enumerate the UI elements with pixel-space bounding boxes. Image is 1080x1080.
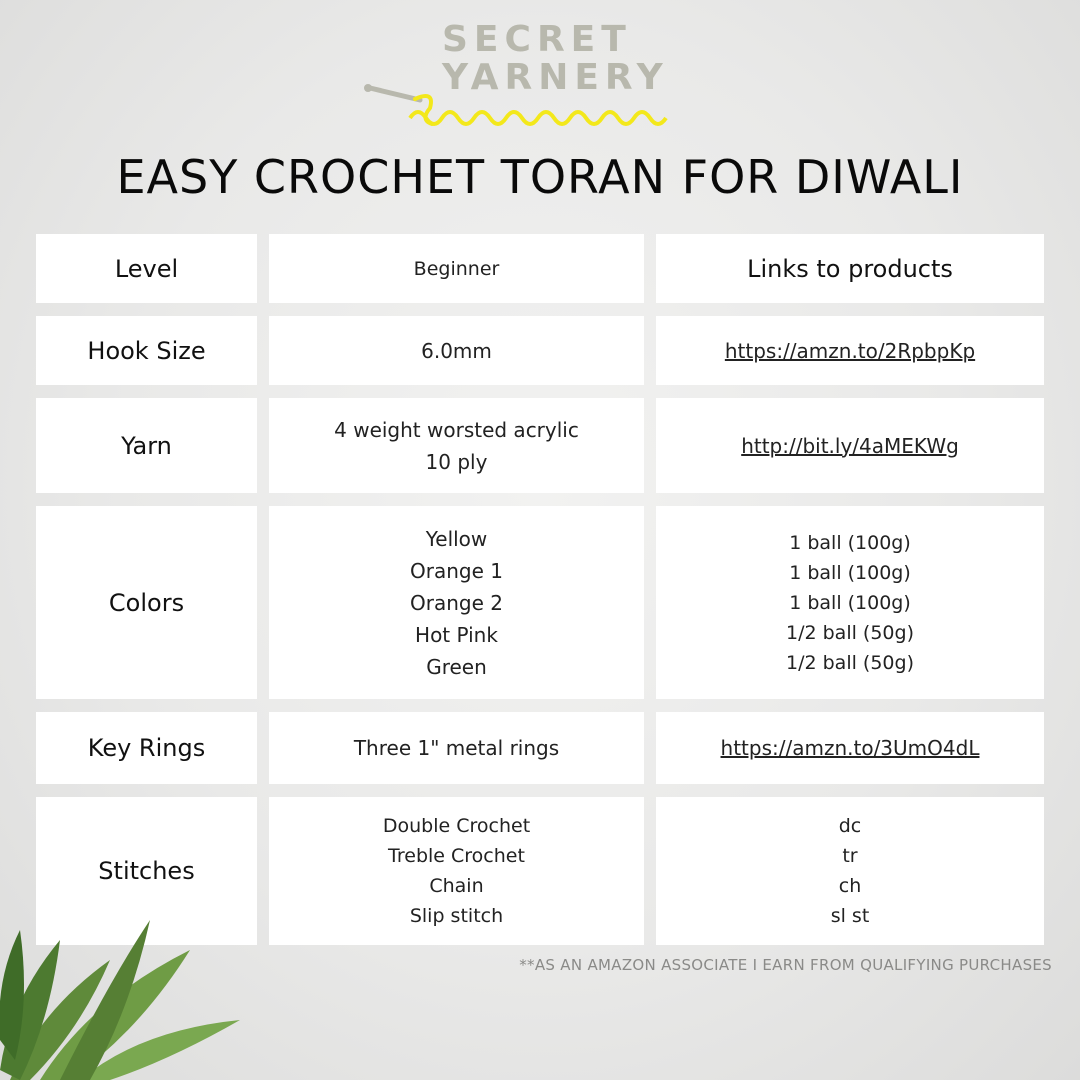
page-title: EASY CROCHET TORAN FOR DIWALI <box>116 150 964 204</box>
link-cell-hook-size <box>656 316 1044 385</box>
label-cell-colors <box>36 506 257 699</box>
stitch-item: Treble Crochet <box>388 845 525 867</box>
yarn-product-link[interactable]: http://bit.ly/4aMEKWg <box>741 433 959 458</box>
quantity-cell-colors <box>656 506 1044 699</box>
value-cell-key-rings <box>269 712 644 784</box>
row-label: Colors <box>108 588 185 617</box>
label-cell-level <box>36 234 257 303</box>
stitch-abbrev: dc <box>838 815 862 837</box>
quantity-item: 1 ball (100g) <box>789 531 911 554</box>
quantity-item: 1/2 ball (50g) <box>786 651 914 674</box>
logo-text-line2: YARNERY <box>442 57 669 98</box>
plant-leaves-icon <box>0 920 260 1080</box>
row-value: Three 1" metal rings <box>353 736 560 760</box>
color-item: Hot Pink <box>415 622 498 647</box>
row-label: Stitches <box>98 857 195 885</box>
header-cell-links <box>656 234 1044 303</box>
label-cell-key-rings <box>36 712 257 784</box>
stitch-abbrev: ch <box>838 875 862 897</box>
value-cell-stitches <box>269 797 644 945</box>
stitch-item: Double Crochet <box>382 815 531 837</box>
label-cell-hook-size <box>36 316 257 385</box>
abbrev-cell-stitches <box>656 797 1044 945</box>
row-value: Beginner <box>413 257 500 280</box>
brand-logo <box>360 18 690 128</box>
link-cell-yarn <box>656 398 1044 493</box>
logo-text-line1: SECRET <box>442 19 632 60</box>
stitch-item: Chain <box>429 875 484 897</box>
hook-product-link[interactable]: https://amzn.to/2RpbpKp <box>724 338 976 363</box>
quantity-item: 1 ball (100g) <box>789 591 911 614</box>
row-value: 10 ply <box>425 449 488 474</box>
crochet-hook-icon <box>360 78 690 128</box>
stitch-abbrev: sl st <box>830 905 870 927</box>
color-item: Yellow <box>425 526 488 551</box>
label-cell-yarn <box>36 398 257 493</box>
value-cell-hook-size <box>269 316 644 385</box>
value-cell-level <box>269 234 644 303</box>
value-cell-yarn <box>269 398 644 493</box>
row-label: Hook Size <box>87 336 206 365</box>
color-item: Green <box>426 654 487 679</box>
links-header: Links to products <box>747 254 953 283</box>
value-cell-colors <box>269 506 644 699</box>
key-rings-product-link[interactable]: https://amzn.to/3UmO4dL <box>720 736 980 760</box>
quantity-item: 1 ball (100g) <box>789 561 911 584</box>
row-label: Key Rings <box>87 734 206 762</box>
row-label: Level <box>114 254 179 283</box>
row-label: Yarn <box>121 431 172 460</box>
link-cell-key-rings <box>656 712 1044 784</box>
row-value: 6.0mm <box>421 338 492 363</box>
color-item: Orange 2 <box>410 590 503 615</box>
affiliate-disclaimer: **AS AN AMAZON ASSOCIATE I EARN FROM QUALIFYING PURCHASES <box>519 956 1052 974</box>
stitch-abbrev: tr <box>842 845 858 867</box>
color-item: Orange 1 <box>410 558 503 583</box>
row-value: 4 weight worsted acrylic <box>334 417 579 442</box>
quantity-item: 1/2 ball (50g) <box>786 621 914 644</box>
stitch-item: Slip stitch <box>409 905 504 927</box>
